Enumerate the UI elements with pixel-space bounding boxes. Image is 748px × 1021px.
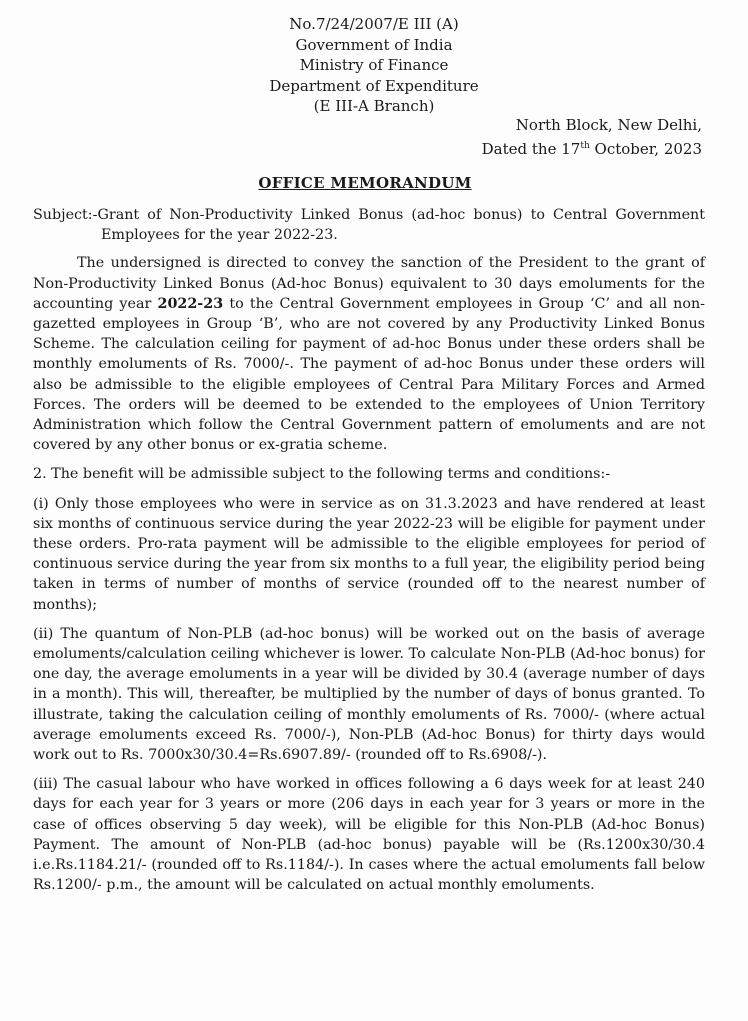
department-line: Department of Expenditure [269, 76, 479, 95]
paragraph-1-part-2: to the Central Government employees in Group ‘C’ and all non-gazetted employees in Group ‘B’, who are not covered by any Productivity Linked Bonus Scheme. The calculation ceiling for payment of ad-hoc Bonus under these orders shall be monthly emoluments of Rs. 7000/-. The payment of ad-hoc Bonus under these orders will also be admissible to the eligible employees of Central Para Military Forces and Armed Forces. The orders will be deemed to be extended to the employees of Union Territory Administration which follow the Central Government pattern of emoluments and are not covered by any other bonus or ex-gratia scheme. [33, 295, 705, 454]
memo-header [0, 14, 732, 117]
memo-number: No.7/24/2007/E III (A) [289, 15, 459, 33]
date-prefix: Dated the 17 [481, 139, 581, 158]
accounting-year: 2022-23 [157, 295, 224, 312]
condition-iii: (iii) The casual labour who have worked in offices following a 6 days week for at least 240 days for each year for 3 years or more (206 days in each year for 3 years or more in the case of offices observing 5 day week), will be eligible for this Non-PLB (Ad-hoc Bonus) Payment. The amount of Non-PLB (ad-hoc bonus) payable will be (Rs.1200x30/30.4 i.e.Rs.1184.21/- (rounded off to Rs.1184/-). In cases where the actual emoluments fall below Rs.1200/- p.m., the amount will be calculated on actual monthly emoluments. [33, 776, 705, 894]
memo-body [33, 205, 705, 905]
ministry-line: Ministry of Finance [299, 56, 449, 74]
date-line [482, 136, 702, 160]
subject-line: Subject:-Grant of Non-Productivity Linked Bonus (ad-hoc bonus) to Central Government Employees for the year 2022-23. [33, 207, 705, 244]
government-line: Government of India [295, 35, 453, 54]
paragraph-1 [33, 253, 705, 455]
paragraph-1-part-1: The undersigned is directed to convey the sanction of the President to the grant of Non-Productivity Linked Bonus (Ad-hoc Bonus) equivalent to 30 days emoluments for the accounting year [33, 255, 705, 312]
paragraph-2: 2. The benefit will be admissible subject to the following terms and conditions:- [33, 466, 611, 483]
office-memorandum-title: OFFICE MEMORANDUM [258, 174, 472, 192]
date-suffix: October, 2023 [589, 139, 702, 158]
date-superscript: th [580, 140, 590, 151]
branch-line: (E III-A Branch) [313, 97, 435, 115]
place-and-date [482, 115, 702, 159]
place-line: North Block, New Delhi, [515, 116, 702, 134]
condition-i: (i) Only those employees who were in service as on 31.3.2023 and have rendered at least six months of continuous service during the year 2022-23 will be eligible for payment under these orders. Pro-rata payment will be admissible to the eligible employees for period of continuous service during the year from six months to a full year, the eligibility period being taken in terms of number of months of service (rounded off to the nearest number of months); [33, 495, 705, 613]
condition-ii: (ii) The quantum of Non-PLB (ad-hoc bonus) will be worked out on the basis of average emoluments/calculation ceiling whichever is lower. To calculate Non-PLB (Ad-hoc bonus) for one day, the average emoluments in a year will be divided by 30.4 (average number of days in a month). This will, thereafter, be multiplied by the number of days of bonus granted. To illustrate, taking the calculation ceiling of monthly emoluments of Rs. 7000/- (where actual average emoluments exceed Rs. 7000/-), Non-PLB (Ad-hoc Bonus) for thirty days would work out to Rs. 7000x30/30.4=Rs.6907.89/- (rounded off to Rs.6908/-). [33, 625, 705, 764]
